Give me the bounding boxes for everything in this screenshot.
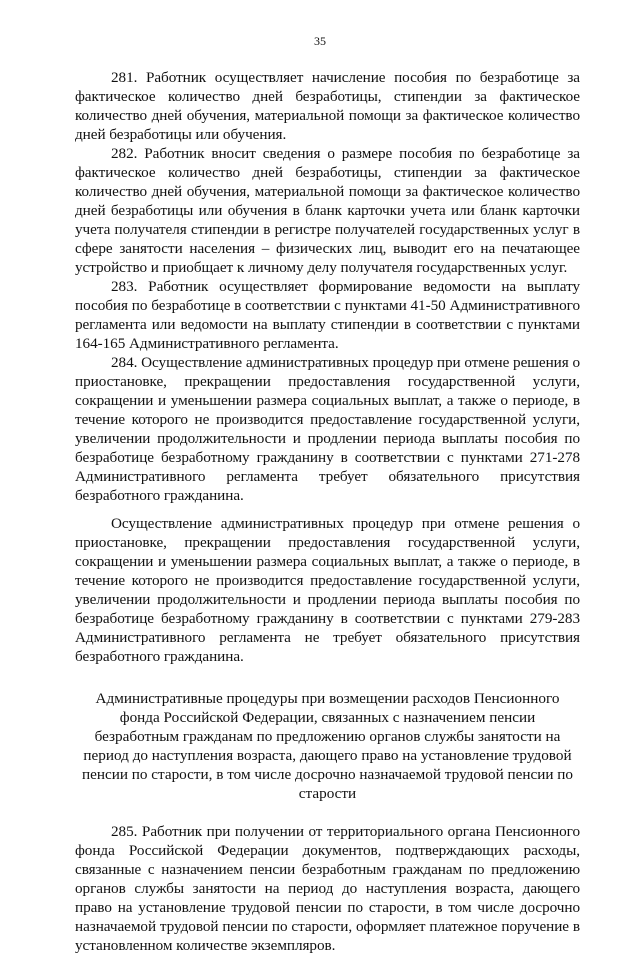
document-body [75,68,580,955]
section-heading: Административные процедуры при возмещении расходов Пенсионного фонда Российской Федерации, связанных с назначением пенсии безработным гражданам по предложению органов службы занятости на период до наступления возраста, дающего право на установление трудовой пенсии по старости, в том числе досрочно назначаемой трудовой пенсии по старости [81,690,574,802]
paragraph-284: 284. Осуществление административных процедур при отмене решения о приостановке, прекращении предоставления государственной услуги, сокращении и уменьшении размера социальных выплат, а также о периоде, в течение которого не производится предоставление государственной услуги, увеличении продолжительности и продлении периода выплаты пособия по безработице безработному гражданину в соответствии с пунктами 271-278 Административного регламента требует обязательного присутствия безработного гражданина. [75,354,580,504]
paragraph-281: 281. Работник осуществляет начисление пособия по безработице за фактическое количество дней безработицы, стипендии за фактическое количество дней обучения, материальной помощи за фактическое количество дней безработицы или обучения. [75,69,580,143]
paragraph-283: 283. Работник осуществляет формирование ведомости на выплату пособия по безработице в соответствии с пунктами 41-50 Административного регламента или ведомости на выплату стипендии в соответствии с пунктами 164-165 Административного регламента. [75,278,580,352]
paragraph-282: 282. Работник вносит сведения о размере пособия по безработице за фактическое количество дней безработицы, стипендии за фактическое количество дней обучения, материальной помощи за фактическое количество дней безработицы или обучения в бланк карточки учета или бланк карточки учета получателя стипендии в регистре получателей государственных услуг в сфере занятости населения – физических лиц, выводит его на печатающее устройство и приобщает к личному делу получателя государственных услуг. [75,145,580,276]
paragraph-285: 285. Работник при получении от территориального органа Пенсионного фонда Российской Федерации документов, подтверждающих расходы, связанные с назначением пенсии безработным гражданам по предложению органов службы занятости на период до наступления возраста, дающего право на установление трудовой пенсии по старости, в том числе досрочно назначаемой трудовой пенсии по старости, оформляет платежное поручение в установленном количестве экземпляров. [75,823,580,954]
paragraph-284-continued: Осуществление административных процедур при отмене решения о приостановке, прекращении предоставления государственной услуги, сокращении и уменьшении размера социальных выплат, а также о периоде, в течение которого не производится предоставление государственной услуги, увеличении продолжительности и продлении периода выплаты пособия по безработице безработному гражданину в соответствии с пунктами 279-283 Административного регламента не требует обязательного присутствия безработного гражданина. [75,515,580,665]
page-number: 35 [314,34,326,48]
